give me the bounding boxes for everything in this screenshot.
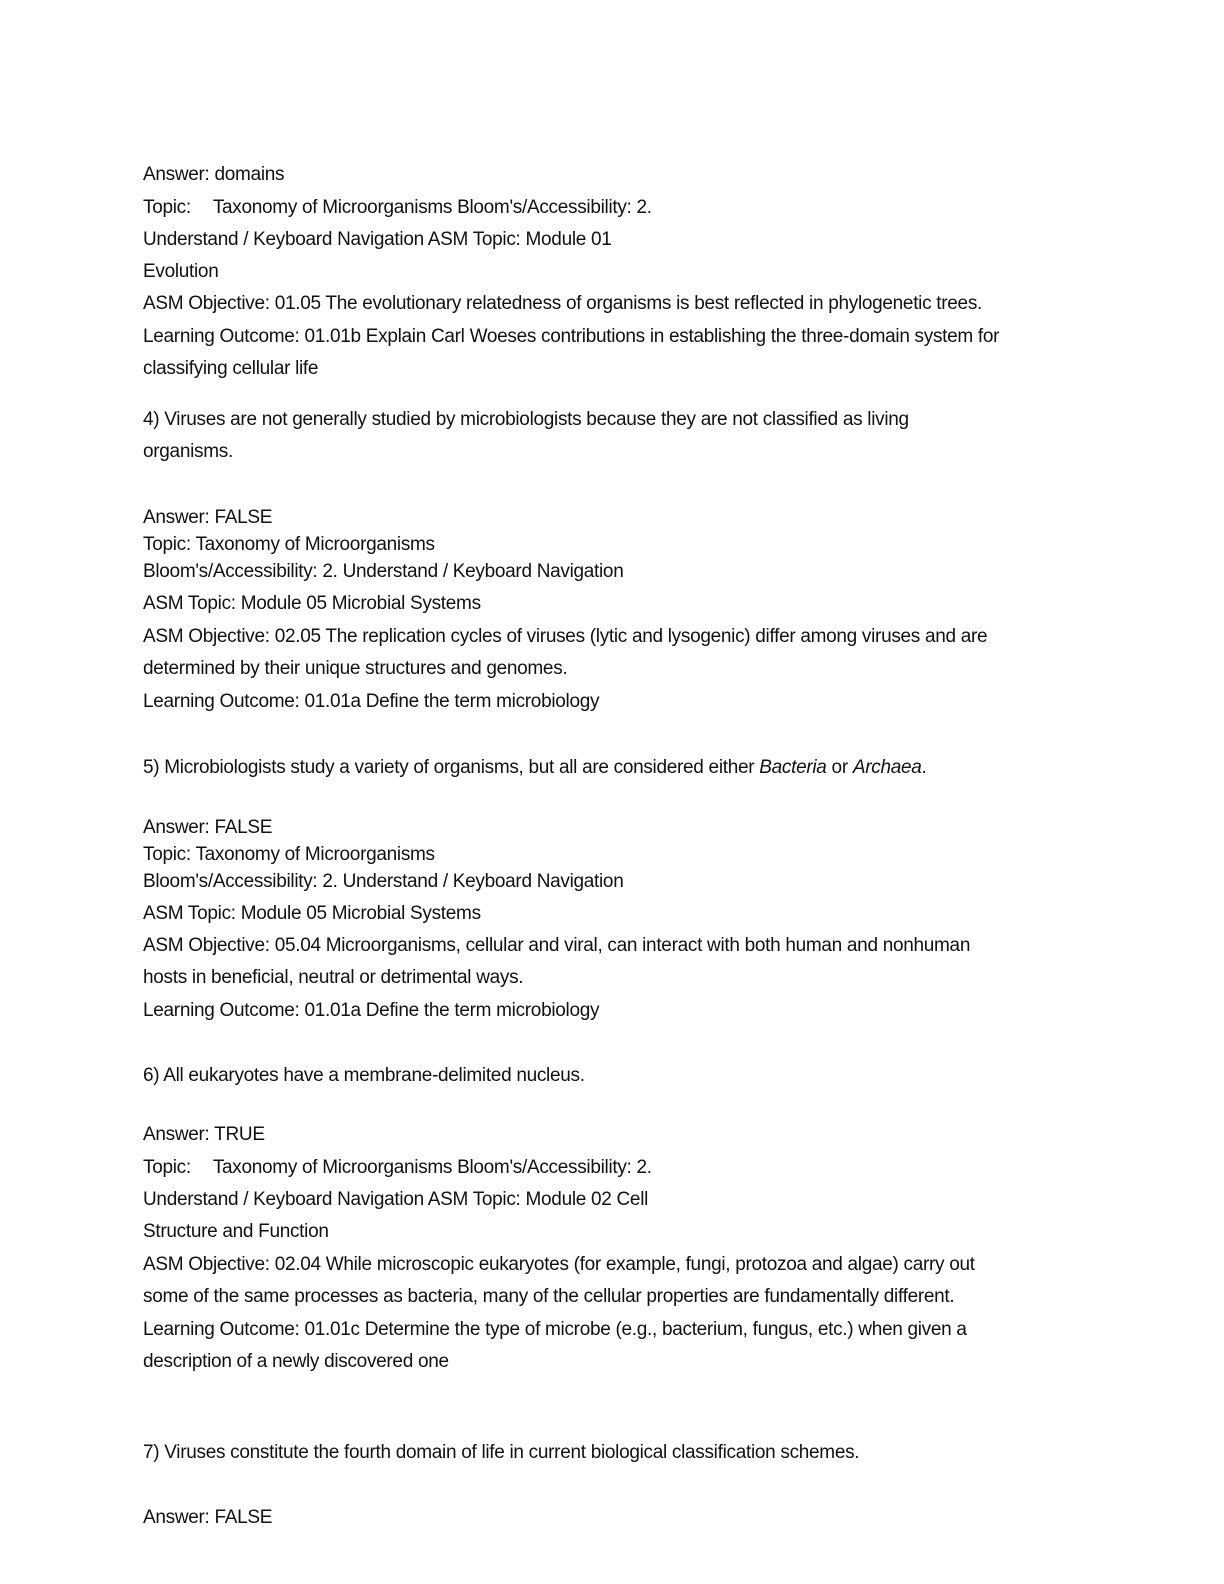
asm-topic-line: ASM Topic: Module 05 Microbial Systems: [143, 903, 481, 924]
blooms-line: Bloom's/Accessibility: 2. Understand / Keyboard Navigation: [143, 871, 624, 892]
asm-objective-line-2: some of the same processes as bacteria, many of the cellular properties are fundamentally different.: [143, 1286, 955, 1307]
asm-objective-line-2: hosts in beneficial, neutral or detrimental ways.: [143, 967, 524, 988]
question-4: 4) Viruses are not generally studied by microbiologists because they are not classified as living: [143, 409, 909, 430]
asm-topic-line: ASM Topic: Module 05 Microbial Systems: [143, 593, 481, 614]
learning-outcome-line: Learning Outcome: 01.01c Determine the type of microbe (e.g., bacterium, fungus, etc.) when given a: [143, 1319, 967, 1340]
learning-outcome-line: Learning Outcome: 01.01a Define the term microbiology: [143, 691, 600, 712]
asm-objective-line: ASM Objective: 02.05 The replication cycles of viruses (lytic and lysogenic) differ among viruses and are: [143, 626, 988, 647]
understand-line: Understand / Keyboard Navigation ASM Topic: Module 01: [143, 229, 612, 250]
asm-objective-line: ASM Objective: 05.04 Microorganisms, cellular and viral, can interact with both human and nonhuman: [143, 935, 971, 956]
bacteria-term: Bacteria: [759, 757, 827, 778]
topic-line: [143, 196, 652, 220]
answer-line: Answer: domains: [143, 164, 285, 185]
question-5: [143, 756, 927, 780]
topic-line: Topic: Taxonomy of Microorganisms: [143, 534, 435, 555]
topic-text: Taxonomy of Microorganisms Bloom's/Accessibility: 2.: [212, 197, 652, 218]
learning-outcome-line: Learning Outcome: 01.01a Define the term microbiology: [143, 1000, 600, 1021]
answer-line: Answer: FALSE: [143, 1507, 273, 1528]
asm-objective-line-2: determined by their unique structures and genomes.: [143, 658, 568, 679]
question-5-mid: or: [826, 757, 853, 778]
answer-line: Answer: TRUE: [143, 1124, 265, 1145]
evolution-line: Evolution: [143, 261, 219, 282]
question-7: 7) Viruses constitute the fourth domain of life in current biological classification schemes.: [143, 1442, 860, 1463]
question-5-text: 5) Microbiologists study a variety of organisms, but all are considered either: [143, 757, 760, 778]
structure-line: Structure and Function: [143, 1221, 329, 1242]
asm-objective-line: ASM Objective: 01.05 The evolutionary relatedness of organisms is best reflected in phylogenetic trees.: [143, 293, 982, 314]
topic-text: Taxonomy of Microorganisms Bloom's/Accessibility: 2.: [212, 1157, 652, 1178]
blooms-line: Bloom's/Accessibility: 2. Understand / Keyboard Navigation: [143, 561, 624, 582]
topic-line: [143, 1156, 652, 1180]
archaea-term: Archaea: [852, 757, 922, 778]
learning-outcome-line-2: description of a newly discovered one: [143, 1351, 449, 1372]
question-6: 6) All eukaryotes have a membrane-delimited nucleus.: [143, 1065, 585, 1086]
learning-outcome-line: Learning Outcome: 01.01b Explain Carl Woeses contributions in establishing the three-domain system for: [143, 326, 1000, 347]
question-5-suffix: .: [921, 757, 927, 778]
answer-line: Answer: FALSE: [143, 817, 273, 838]
topic-label: Topic:: [143, 197, 191, 218]
topic-label: Topic:: [143, 1157, 191, 1178]
learning-outcome-line-2: classifying cellular life: [143, 358, 319, 379]
understand-line: Understand / Keyboard Navigation ASM Topic: Module 02 Cell: [143, 1189, 649, 1210]
question-4-line-2: organisms.: [143, 441, 233, 462]
asm-objective-line: ASM Objective: 02.04 While microscopic eukaryotes (for example, fungi, protozoa and algae) carry out: [143, 1254, 975, 1275]
topic-line: Topic: Taxonomy of Microorganisms: [143, 844, 435, 865]
answer-line: Answer: FALSE: [143, 507, 273, 528]
